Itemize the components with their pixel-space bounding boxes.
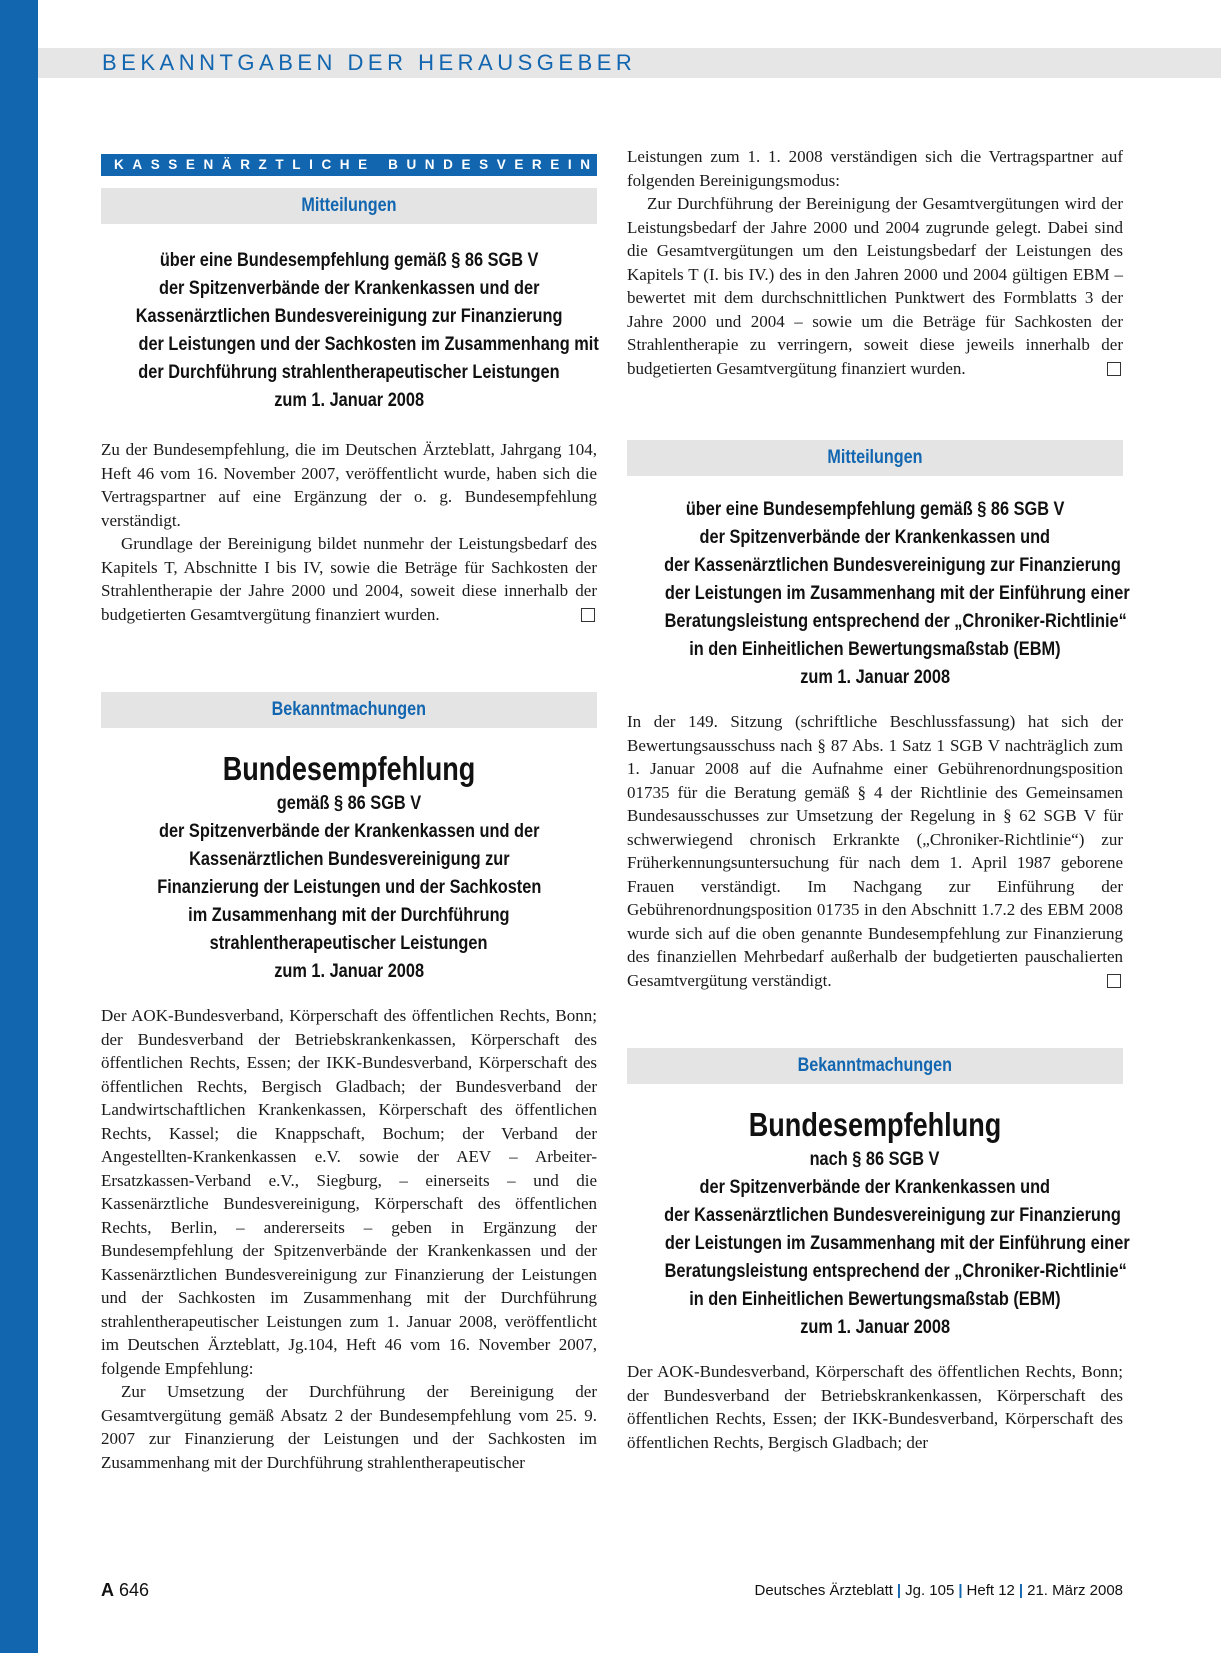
bekanntmachungen-heading: Bekanntmachungen: [101, 692, 597, 728]
journal-name: Deutsches Ärzteblatt: [754, 1582, 893, 1599]
journal-citation: Deutsches Ärzteblatt | Jg. 105 | Heft 12 | 21. März 2008: [754, 1582, 1123, 1599]
body-paragraph: Grundlage der Bereinigung bildet nunmehr der Leistungsbedarf des Kapitels T, Abschnitte I bis IV, sowie die Beträge für Sachkosten der Strahlentherapie der Jahre 2000 und 2004, soweit diese innerhalb der budgetierten Gesamtvergütung finanziert wurden.: [101, 534, 597, 624]
body-paragraph: Der AOK-Bundesverband, Körperschaft des öffentlichen Rechts, Bonn; der Bundesverband der Betriebskrankenkassen, Körperschaft des öffentlichen Rechts, Essen; der IKK-Bundesverband, Körperschaft des öffentlichen Rechts, Bergisch Gladbach; der: [627, 1362, 1123, 1452]
journal-volume: Jg. 105: [905, 1582, 955, 1599]
end-mark-icon: [1107, 974, 1121, 988]
mitteilungen-heading: Mitteilungen: [627, 440, 1123, 476]
body-paragraph: Zu der Bundesempfehlung, die im Deutschen Ärzteblatt, Jahrgang 104, Heft 46 vom 16. November 2007, veröffentlicht wurde, haben sich die Vertragspartner auf eine Ergänzung der o. g. Bundesempfehlung verständigt.: [101, 440, 597, 530]
bekanntmachungen-heading: Bekanntmachungen: [627, 1048, 1123, 1084]
right-column: [627, 147, 1130, 1454]
side-color-bar: [0, 0, 38, 1653]
notice-title: über eine Bundesempfehlung gemäß § 86 SGB V der Spitzenverbände der Krankenkassen und der Kassenärztlichen Bundesvereinigung zur Finanzierung der Leistungen und der Sachkosten im Zusammenhang mit der Durchführung strahlentherapeutischer Leistungen zum 1. Januar 2008: [135, 250, 599, 411]
document-subtitle: gemäß § 86 SGB V der Spitzenverbände der Krankenkassen und der Kassenärztlichen Bundesvereinigung zur Finanzierung der Leistungen und der Sachkosten im Zusammenhang mit der Durchführung strahlentherapeutischer Leistungen zum 1. Januar 2008: [156, 793, 542, 982]
document-subtitle: nach § 86 SGB V der Spitzenverbände der Krankenkassen und der Kassenärztlichen Bundesvereinigung zur Finanzierung der Leistungen im Zusammenhang mit der Einführung einer Beratungsleistung entsprechend der „Chroniker-Richtlinie“ in den Einheitlichen Bewertungsmaßstab (EBM) zum 1. Januar 2008: [664, 1149, 1130, 1338]
journal-date: 21. März 2008: [1027, 1582, 1123, 1599]
document-title: Bundesempfehlung: [748, 1106, 1002, 1143]
end-mark-icon: [1107, 362, 1121, 376]
body-paragraph: In der 149. Sitzung (schriftliche Beschlussfassung) hat sich der Bewertungsausschuss nach § 87 Abs. 1 Satz 1 SGB V nachträglich zum 1. Januar 2008 auf die Aufnahme einer Gebührenordnungsposition 01735 für die Beratung gemäß § 4 der Richtlinie des Gemeinsamen Bundesausschusses zur Umsetzung der Regelung in § 62 SGB V für schwerwiegend chronisch Erkrankte („Chroniker-Richtlinie“) zur Früherkennungsuntersuchung für nach dem 1. April 1987 geborene Frauen verständigt. Im Nachgang zur Einführung der Gebührenordnungsposition 01735 in den Abschnitt 1.7.2 des EBM 2008 wurde sich auf die oben genannte Bundesempfehlung zur Finanzierung des finanziellen Mehrbedarf außerhalb der budgetierten pauschalierten Gesamtvergütung verständigt.: [627, 712, 1123, 990]
end-mark-icon: [581, 608, 595, 622]
body-paragraph: Leistungen zum 1. 1. 2008 verständigen sich die Vertragspartner auf folgenden Bereinigungsmodus:: [627, 147, 1123, 190]
left-column: [101, 154, 686, 1474]
journal-issue: Heft 12: [966, 1582, 1015, 1599]
body-paragraph: Zur Umsetzung der Durchführung der Bereinigung der Gesamtvergütung gemäß Absatz 2 der Bundesempfehlung vom 25. 9. 2007 zur Finanzierung der Leistungen und der Sachkosten im Zusammenhang mit der Durchführung strahlentherapeutischer: [101, 1382, 597, 1472]
document-title: Bundesempfehlung: [222, 750, 476, 787]
page-number: A 646: [101, 1580, 150, 1600]
mitteilungen-heading: Mitteilungen: [101, 188, 597, 224]
section-title: BEKANNTGABEN DER HERAUSGEBER: [102, 50, 637, 75]
kbv-banner: KASSENÄRZTLICHE BUNDESVEREINIGUNG: [101, 154, 597, 176]
notice-title: über eine Bundesempfehlung gemäß § 86 SGB V der Spitzenverbände der Krankenkassen und der Kassenärztlichen Bundesvereinigung zur Finanzierung der Leistungen im Zusammenhang mit der Einführung einer Beratungsleistung entsprechend der „Chroniker-Richtlinie“ in den Einheitlichen Bewertungsmaßstab (EBM) zum 1. Januar 2008: [664, 499, 1130, 688]
body-paragraph: Zur Durchführung der Bereinigung der Gesamtvergütungen wird der Leistungsbedarf der Jahre 2000 und 2004 zugrunde gelegt. Dabei sind die Gesamtvergütungen um den Leistungsbedarf der Leistungen des Kapitels T (I. bis IV.) des in den Jahren 2000 und 2004 gültigen EBM – bewertet mit dem durchschnittlichen Punktwert des Formblatts 3 der Jahre 2000 und 2004 – sowie um die Beträge für Sachkosten der Strahlentherapie zu verringern, soweit diese jeweils innerhalb der budgetierten Gesamtvergütung finanziert wurden.: [627, 194, 1123, 378]
body-paragraph: Der AOK-Bundesverband, Körperschaft des öffentlichen Rechts, Bonn; der Bundesverband der Betriebskrankenkassen, Körperschaft des öffentlichen Rechts, Essen; der IKK-Bundesverband, Körperschaft des öffentlichen Rechts, Bergisch Gladbach; der Bundesverband der Landwirtschaftlichen Krankenkassen, Körperschaft des öffentlichen Rechts, Kassel; die Knappschaft, Bochum; der Verband der Angestellten-Krankenkassen e.V. sowie der AEV – Arbeiter-Ersatzkassen-Verband e.V., Siegburg, – einerseits – und die Kassenärztliche Bundesvereinigung, Körperschaft des öffentlichen Rechts, Berlin, – andererseits – geben in Ergänzung der Bundesempfehlung der Spitzenverbände der Krankenkassen und der Kassenärztlichen Bundesvereinigung zur Finanzierung der Leistungen und der Sachkosten im Zusammenhang mit der Durchführung strahlentherapeutischer Leistungen zum 1. Januar 2008, veröffentlicht im Deutschen Ärzteblatt, Jg.104, Heft 46 vom 16. November 2007, folgende Empfehlung:: [101, 1006, 597, 1378]
